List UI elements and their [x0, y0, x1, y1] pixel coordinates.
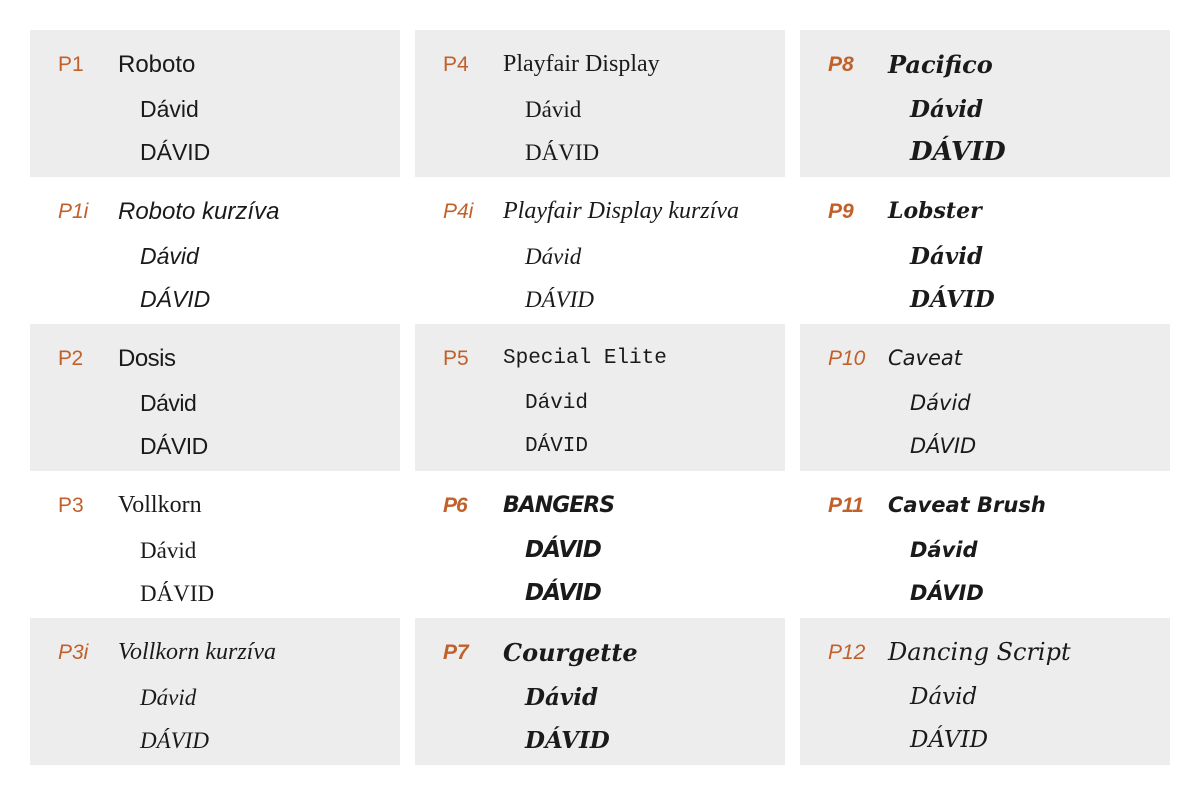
font-card-content [503, 50, 775, 174]
font-name: Vollkorn [118, 492, 202, 518]
font-card-content [118, 344, 390, 468]
font-sample-uppercase: DÁVID [525, 140, 600, 165]
font-card-content [118, 197, 390, 321]
font-card-content [118, 50, 390, 174]
font-card-p1i [30, 177, 400, 324]
font-card-content [503, 197, 775, 321]
font-sample-lowercase: Dávid [525, 244, 582, 269]
font-sample-lowercase: Dávid [525, 684, 599, 711]
font-name: BANGERS [503, 493, 615, 518]
font-card-p7 [415, 618, 785, 765]
font-card-p2 [30, 324, 400, 471]
font-card-label: P12 [828, 641, 866, 664]
font-card-p5 [415, 324, 785, 471]
font-name: Roboto kurzíva [118, 198, 280, 225]
font-card-label: P6 [443, 494, 467, 517]
font-card-label: P1i [58, 200, 89, 223]
font-card-p4i [415, 177, 785, 324]
font-sample-lowercase: Dávid [140, 96, 199, 122]
font-sample-lowercase: Dávid [910, 391, 971, 415]
font-sample-lowercase: Dávid [910, 538, 978, 562]
font-name: Roboto [118, 51, 196, 78]
font-card-content [888, 638, 1160, 762]
font-card-content [118, 491, 390, 615]
font-name: Pacifico [888, 50, 993, 79]
font-card-content [888, 491, 1160, 615]
font-name: Vollkorn kurzíva [118, 639, 276, 665]
font-card-label: P4i [443, 200, 474, 223]
font-sample-lowercase: Dávid [140, 538, 197, 563]
font-card-p6 [415, 471, 785, 618]
font-sample-lowercase: Dávid [525, 392, 589, 415]
font-card-content [503, 344, 775, 468]
font-card-content [118, 638, 390, 762]
font-card-p1 [30, 30, 400, 177]
font-name: Playfair Display [503, 51, 660, 77]
font-sample-lowercase: Dávid [910, 684, 978, 710]
font-name: Playfair Display kurzíva [503, 198, 739, 224]
font-sample-lowercase: Dávid [910, 96, 984, 123]
font-sample-uppercase: DÁVID [525, 435, 589, 458]
font-name: Special Elite [503, 347, 667, 370]
font-card-content [503, 491, 775, 615]
font-card-label: P4 [443, 53, 469, 76]
font-sample-lowercase: Dávid [525, 97, 582, 122]
font-sample-uppercase: DÁVID [525, 727, 610, 754]
font-sample-uppercase: DÁVID [140, 433, 208, 459]
font-sample-uppercase: DÁVID [910, 727, 989, 753]
font-card-label: P7 [443, 641, 469, 664]
font-name: Dosis [118, 345, 176, 372]
font-card-p9 [800, 177, 1170, 324]
font-sample-uppercase: DÁVID [910, 434, 977, 458]
font-sample-lowercase: Dávid [910, 243, 984, 270]
font-card-label: P9 [828, 200, 854, 223]
font-card-label: P2 [58, 347, 83, 370]
font-card-content [888, 344, 1160, 468]
font-card-label: P8 [828, 53, 854, 76]
font-sample-uppercase: DÁVID [140, 728, 209, 753]
font-card-p12 [800, 618, 1170, 765]
font-sample-uppercase: DÁVID [910, 137, 1006, 167]
font-card-label: P11 [828, 494, 864, 517]
font-card-p11 [800, 471, 1170, 618]
font-sample-uppercase: DÁVID [140, 581, 215, 606]
font-card-label: P3 [58, 494, 84, 517]
font-name: Caveat [888, 346, 962, 370]
font-name: Dancing Script [888, 638, 1071, 666]
font-sample-lowercase: Dávid [140, 243, 199, 269]
font-card-p8 [800, 30, 1170, 177]
font-name: Caveat Brush [888, 493, 1046, 517]
font-card-p4 [415, 30, 785, 177]
font-card-content [503, 638, 775, 762]
font-card-p3 [30, 471, 400, 618]
font-sample-uppercase: DÁVID [910, 581, 984, 605]
font-name: Lobster [888, 198, 982, 224]
font-sample-uppercase: DÁVID [525, 580, 601, 606]
font-card-label: P10 [828, 347, 866, 370]
font-specimen-grid [30, 30, 1170, 765]
font-sample-uppercase: DÁVID [140, 139, 211, 165]
font-card-label: P1 [58, 53, 84, 76]
font-card-p10 [800, 324, 1170, 471]
font-sample-lowercase: Dávid [140, 390, 197, 416]
font-name: Courgette [503, 638, 638, 667]
font-sample-lowercase: DÁVID [525, 537, 601, 563]
font-sample-uppercase: DÁVID [140, 286, 211, 312]
font-card-label: P5 [443, 347, 469, 370]
font-sample-lowercase: Dávid [140, 685, 197, 710]
font-card-content [888, 197, 1160, 321]
font-card-content [888, 50, 1160, 174]
font-card-p3i [30, 618, 400, 765]
font-sample-uppercase: DÁVID [910, 286, 995, 313]
font-card-label: P3i [58, 641, 89, 664]
font-sample-uppercase: DÁVID [525, 287, 594, 312]
